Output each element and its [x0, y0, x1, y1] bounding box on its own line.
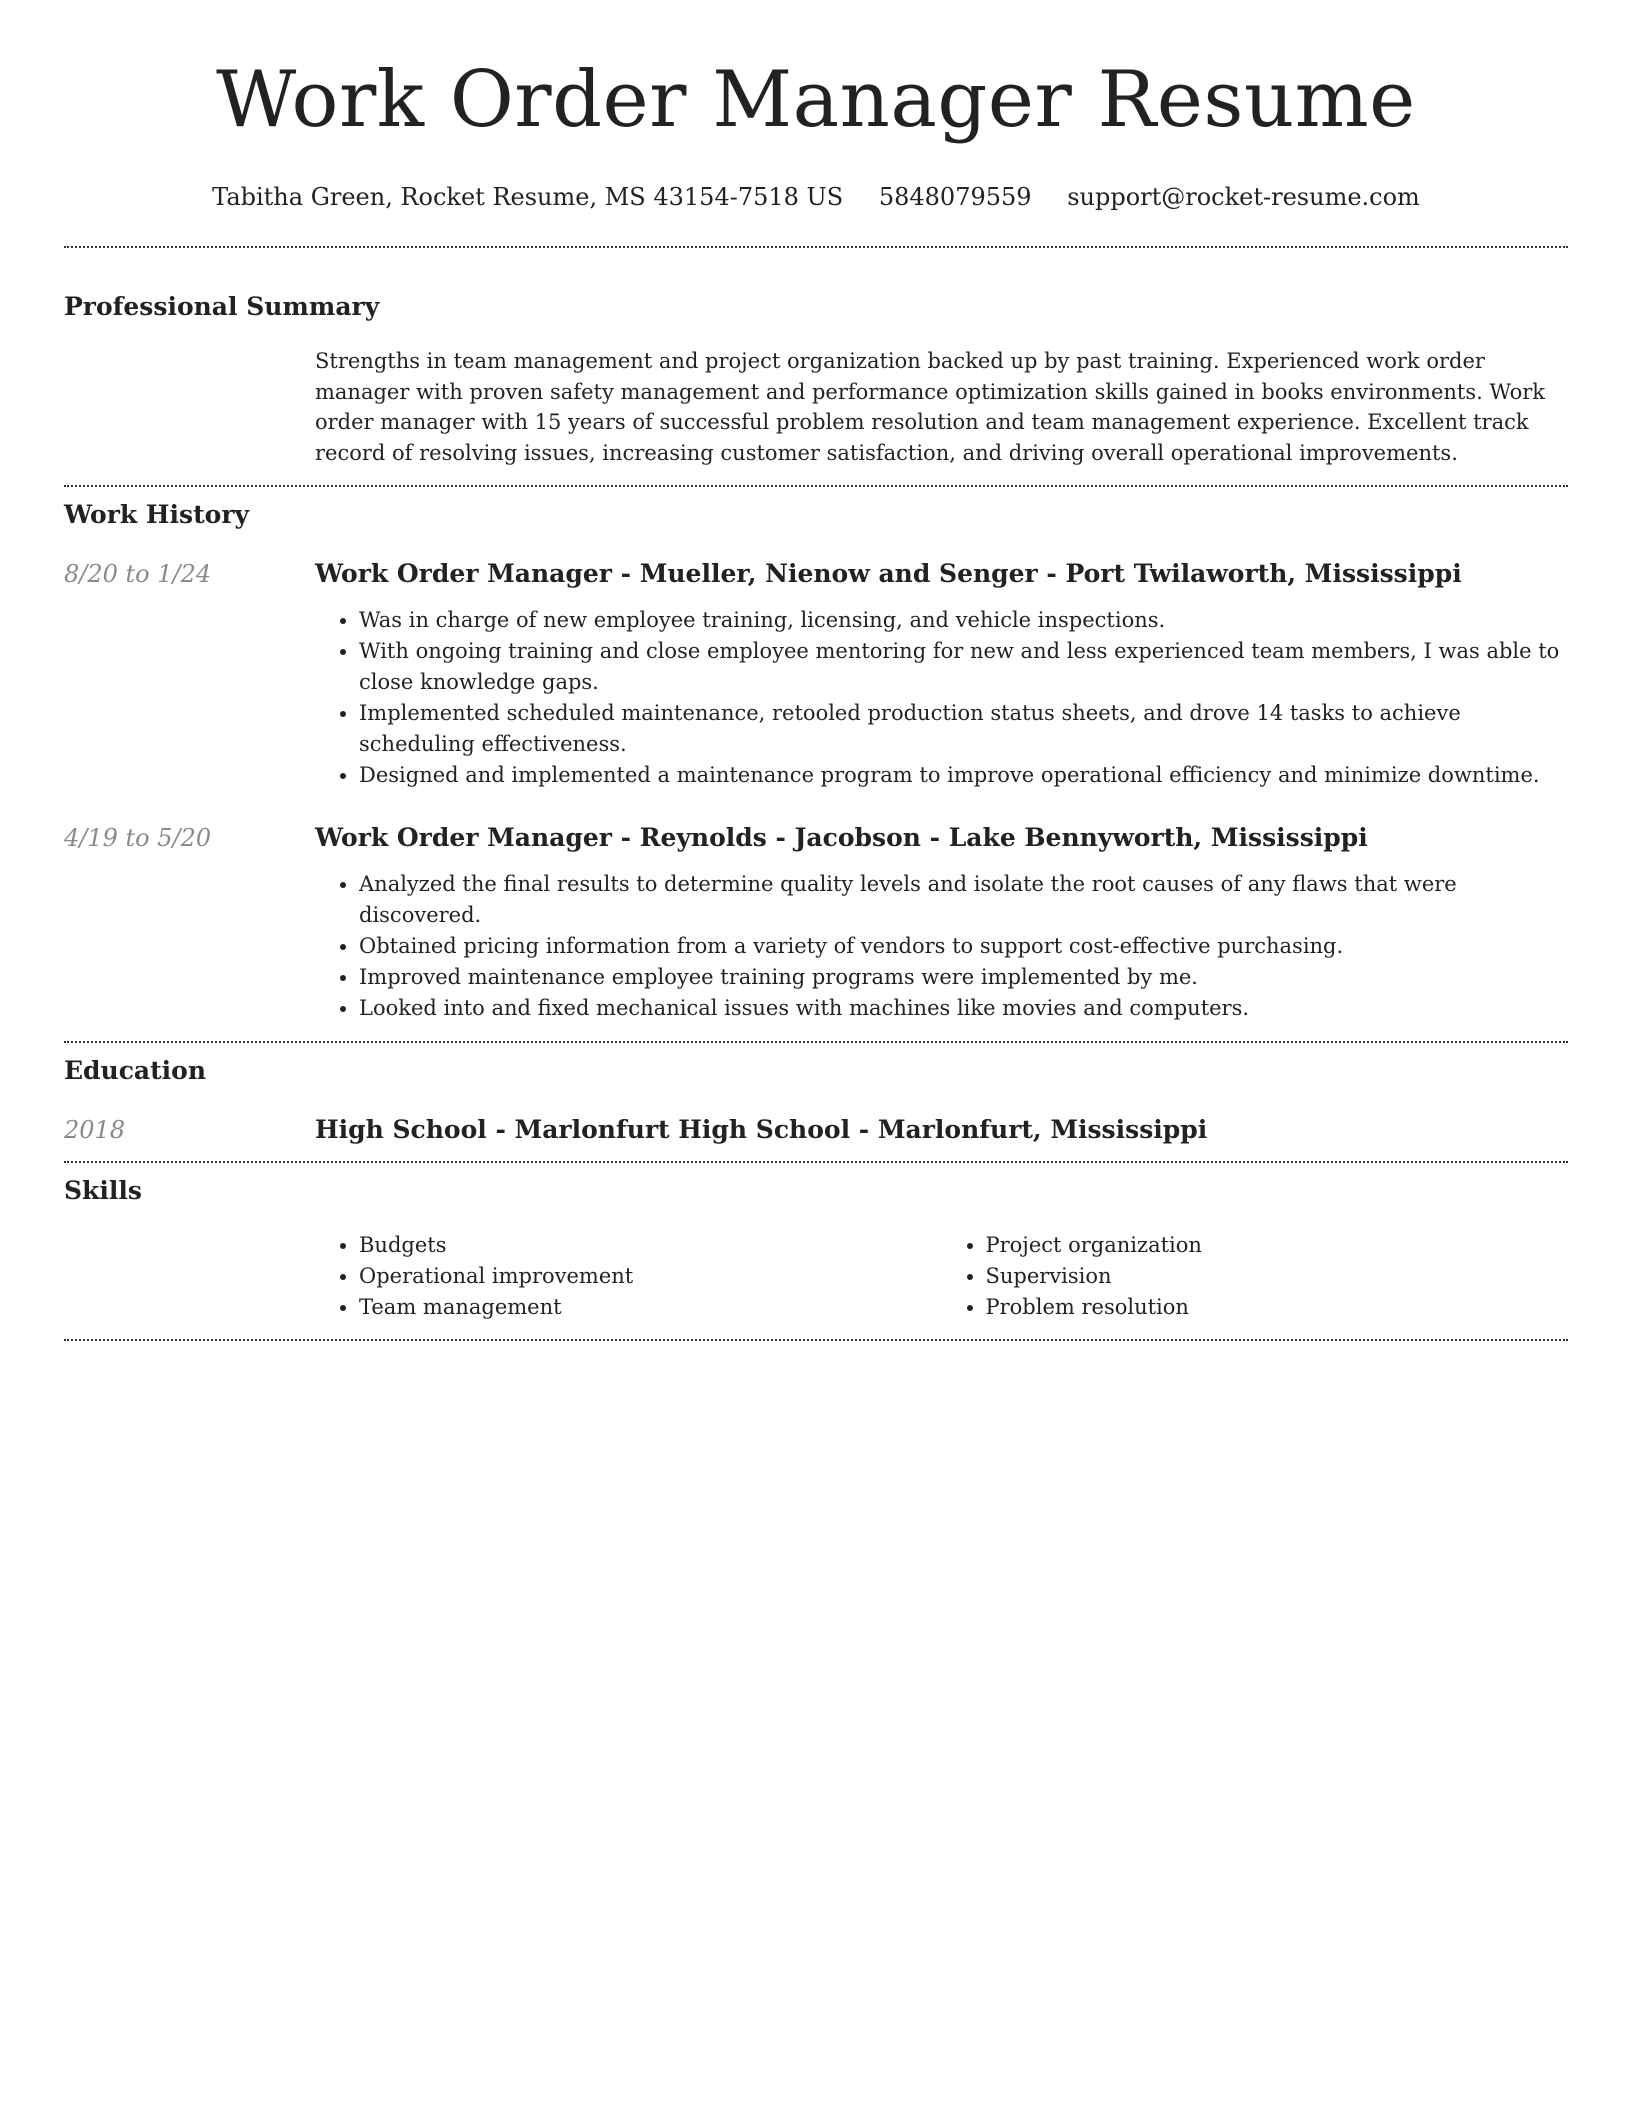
skills-list	[315, 1230, 1568, 1323]
job-dates: 8/20 to 1/24	[64, 560, 212, 588]
contact-email: support@rocket-resume.com	[1067, 183, 1420, 211]
skills-column-right	[942, 1230, 1569, 1323]
skill-item: • Operational improvement	[359, 1261, 942, 1292]
divider	[64, 1041, 1568, 1043]
resume-page	[64, 0, 1568, 1341]
job-title: Work Order Manager - Mueller, Nienow and Senger - Port Twilaworth, Mississippi	[315, 559, 1462, 588]
job-entry	[64, 558, 1568, 791]
list-item: • Was in charge of new employee training, licensing, and vehicle inspections.	[359, 605, 1568, 636]
summary-block	[315, 346, 1568, 468]
job-dates: 4/19 to 5/20	[64, 824, 212, 852]
divider	[64, 1339, 1568, 1341]
skill-item: • Team management	[359, 1292, 942, 1323]
list-item: • Looked into and fixed mechanical issues with machines like movies and computers.	[359, 993, 1568, 1024]
job-entry	[64, 822, 1568, 1024]
skill-item: • Supervision	[986, 1261, 1569, 1292]
page-title: Work Order Manager Resume	[216, 55, 1416, 145]
education-title: High School - Marlonfurt High School - Marlonfurt, Mississippi	[315, 1115, 1208, 1144]
education-entry	[64, 1114, 1568, 1146]
skill-item: • Project organization	[986, 1230, 1569, 1261]
contact-line	[64, 182, 1568, 212]
divider	[64, 1161, 1568, 1163]
skill-item: • Problem resolution	[986, 1292, 1569, 1323]
education-year: 2018	[64, 1116, 126, 1144]
divider	[64, 485, 1568, 487]
section-heading-skills: Skills	[64, 1176, 142, 1205]
divider	[64, 246, 1568, 248]
job-bullets	[315, 869, 1568, 1024]
skills-column-left	[315, 1230, 942, 1323]
job-bullets	[315, 605, 1568, 791]
job-title: Work Order Manager - Reynolds - Jacobson - Lake Bennyworth, Mississippi	[315, 823, 1368, 852]
list-item: • Designed and implemented a maintenance program to improve operational efficiency and minimize downtime.	[359, 760, 1568, 791]
section-heading-education: Education	[64, 1056, 207, 1085]
contact-address: Tabitha Green, Rocket Resume, MS 43154-7518 US	[212, 183, 844, 211]
list-item: • Improved maintenance employee training programs were implemented by me.	[359, 962, 1568, 993]
list-item: • Implemented scheduled maintenance, retooled production status sheets, and drove 14 tasks to achieve scheduling effectiveness.	[359, 698, 1568, 760]
list-item: • Analyzed the final results to determine quality levels and isolate the root causes of any flaws that were discovered.	[359, 869, 1568, 931]
list-item: • With ongoing training and close employee mentoring for new and less experienced team members, I was able to close knowledge gaps.	[359, 636, 1568, 698]
list-item: • Obtained pricing information from a variety of vendors to support cost-effective purchasing.	[359, 931, 1568, 962]
skill-item: • Budgets	[359, 1230, 942, 1261]
section-heading-work-history: Work History	[64, 500, 250, 529]
section-heading-summary: Professional Summary	[64, 292, 380, 321]
contact-phone: 5848079559	[878, 183, 1032, 211]
summary-text: Strengths in team management and project organization backed up by past training. Experienced work order manager with proven safety management and performance optimization skills gained in books environments. Work order manager with 15 years of successful problem resolution and team management experience. Excellent track record of resolving issues, increasing customer satisfaction, and driving overall operational improvements.	[315, 349, 1546, 465]
